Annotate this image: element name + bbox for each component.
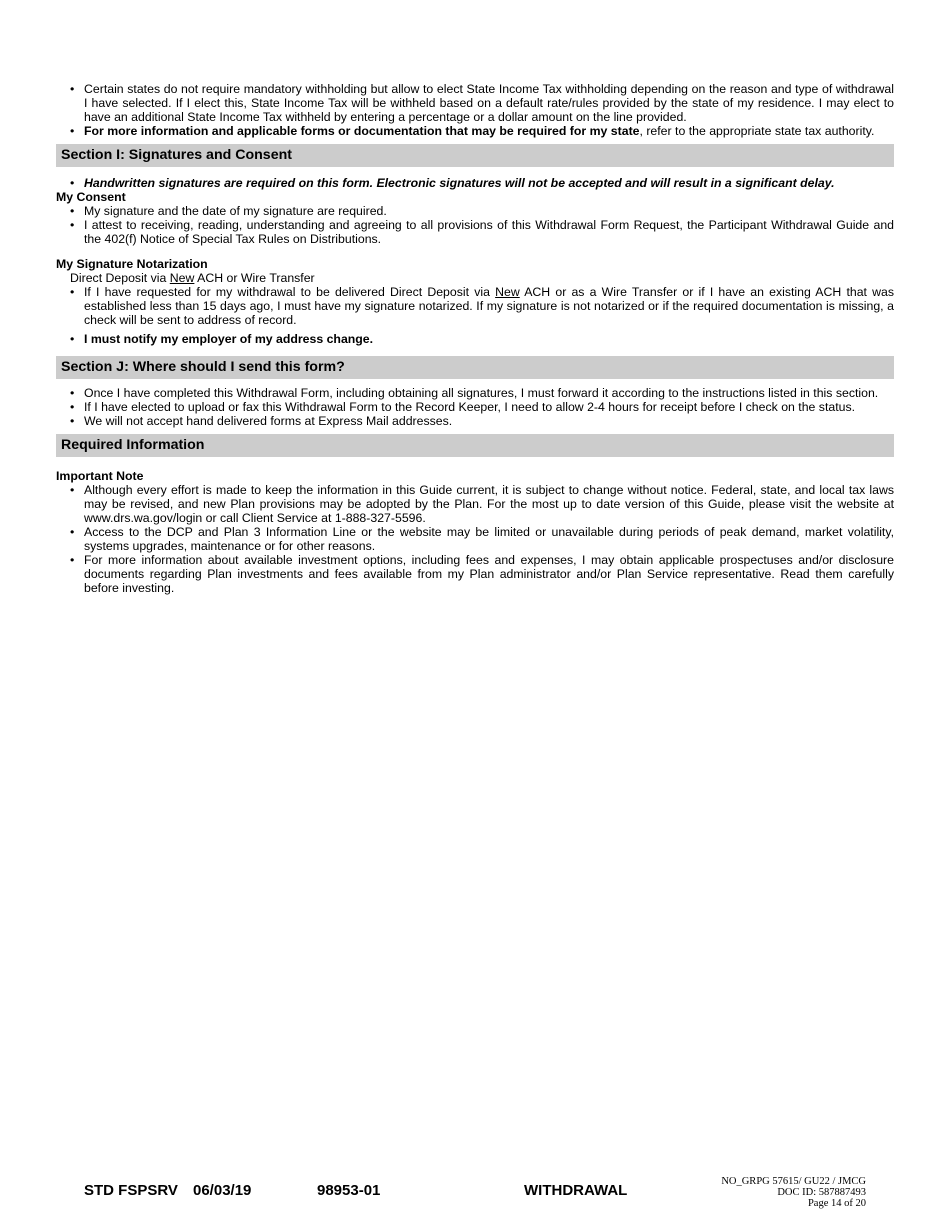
text: Direct Deposit via (70, 271, 170, 285)
consent-list (56, 204, 894, 246)
form-code: STD FSPSRV (84, 1182, 178, 1199)
notarization-list (56, 285, 894, 327)
list-item (56, 400, 894, 414)
list-item (56, 124, 894, 138)
important-note-heading: Important Note (56, 469, 144, 483)
bullet-text: Access to the DCP and Plan 3 Information Line or the website may be limited or unavailable during periods of peak demand, market volatility, systems upgrades, maintenance or for other reasons. (84, 525, 894, 553)
bullet-text: I attest to receiving, reading, understanding and agreeing to all provisions of this Withdrawal Form Request, the Participant Withdrawal Guide and the 402(f) Notice of Special Tax Rules on Distributions. (84, 218, 894, 246)
document-body (56, 82, 894, 595)
bullet-text: For more information about available investment options, including fees and expenses, I may obtain applicable prospectuses and/or disclosure documents regarding Plan investments and fees available from my Plan administrator and/or Plan Service representative. Read them carefully before investing. (84, 553, 894, 595)
signature-warning: Handwritten signatures are required on this form. Electronic signatures will not be accepted and will result in a significant delay. (84, 176, 835, 190)
underlined-text: New (169, 271, 195, 285)
bullet-text: Although every effort is made to keep the information in this Guide current, it is subject to change without notice. Federal, state, and local tax laws may be revised, and new Plan provisions may be adopted by the Plan. For the most up to date version of this Guide, please visit the website at www.drs.wa.gov/login or call Client Service at 1-888-327-5596. (84, 483, 894, 525)
list-item (56, 414, 894, 428)
consent-heading: My Consent (56, 190, 126, 204)
form-date: 06/03/19 (193, 1182, 252, 1199)
important-note-list (56, 483, 894, 595)
text: ACH or as a Wire Transfer or if I have an existing ACH that was established less than 15 days ago, I must have my signature notarized. If my signature is not notarized or if the required documentation is missing, a check will be sent to address of record. (84, 285, 894, 327)
page-number: Page 14 of 20 (807, 1198, 866, 1209)
notarization-heading: My Signature Notarization (56, 257, 208, 271)
underlined-text: New (495, 285, 520, 299)
address-change-note: I must notify my employer of my address change. (84, 332, 374, 346)
section-j-list (56, 386, 894, 428)
list-item (56, 553, 894, 595)
signature-warning-list (56, 176, 894, 190)
list-item (56, 483, 894, 525)
bullet-text: My signature and the date of my signature are required. (84, 204, 387, 218)
bullet-text: Certain states do not require mandatory withholding but allow to elect State Income Tax withholding depending on the reason and type of withdrawal I have selected. If I elect this, State Income Tax will be withheld based on a default rate/rules provided by the state of my residence. I may elect to have an additional State Income Tax withheld by entering a percentage or a dollar amount on the line provided. (84, 82, 894, 124)
group-code: NO_GRPG 57615/ GU22 / JMCG (721, 1176, 866, 1187)
form-number: 98953-01 (317, 1182, 381, 1199)
text: ACH or Wire Transfer (194, 271, 315, 285)
bullet-text: If I have elected to upload or fax this Withdrawal Form to the Record Keeper, I need to allow 2-4 hours for receipt before I check on the status. (84, 400, 856, 414)
list-item (56, 285, 894, 327)
bullet-text: , refer to the appropriate state tax authority. (639, 124, 875, 138)
section-j-header: Section J: Where should I send this form? (56, 356, 894, 379)
bullet-text: We will not accept hand delivered forms at Express Mail addresses. (84, 414, 453, 428)
list-item (56, 332, 894, 346)
doc-meta (721, 1176, 866, 1209)
required-info-header: Required Information (56, 434, 894, 457)
list-item (56, 204, 894, 218)
state-tax-list (56, 82, 894, 138)
section-i-header: Section I: Signatures and Consent (56, 144, 894, 167)
bullet-text: Once I have completed this Withdrawal Form, including obtaining all signatures, I must forward it according to the instructions listed in this section. (84, 386, 879, 400)
list-item (56, 525, 894, 553)
form-type: WITHDRAWAL (524, 1182, 628, 1199)
list-item (56, 386, 894, 400)
doc-id: DOC ID: 587887493 (777, 1187, 866, 1198)
page-footer (0, 1176, 950, 1216)
direct-deposit-line (56, 271, 894, 285)
bullet-bold-text: For more information and applicable forms or documentation that may be required for my state (84, 124, 640, 138)
list-item (56, 218, 894, 246)
address-change-list (56, 332, 894, 346)
list-item (56, 176, 894, 190)
text: If I have requested for my withdrawal to be delivered Direct Deposit via (84, 285, 496, 299)
list-item (56, 82, 894, 124)
